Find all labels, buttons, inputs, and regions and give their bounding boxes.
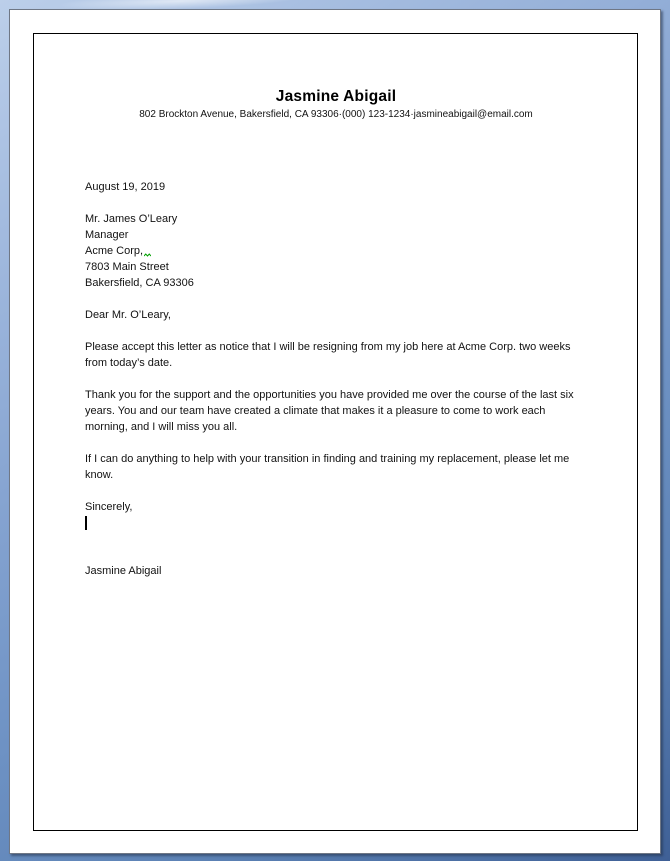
body-paragraph[interactable]: If I can do anything to help with your transition in finding and training my replacement, please let me know. — [85, 453, 570, 481]
date-line[interactable]: August 19, 2019 — [85, 181, 166, 193]
recipient-line[interactable]: Manager — [85, 229, 129, 241]
recipient-line[interactable]: Bakersfield, CA 93306 — [85, 277, 194, 289]
recipient-address-block — [85, 211, 587, 291]
letter-header-contact[interactable]: 802 Brockton Avenue, Bakersfield, CA 93306·(000) 123-1234·jasmineabigail@email.com — [139, 109, 533, 120]
recipient-line-text: Acme Corp, — [85, 245, 144, 257]
letter-header — [85, 10, 587, 122]
recipient-line[interactable]: Mr. James O’Leary — [85, 213, 178, 225]
closing-block — [85, 499, 587, 531]
body-paragraph[interactable]: Thank you for the support and the opportunities you have provided me over the course of the last six years. You and our team have created a climate that makes it a pleasure to come to work each morning, and I will miss you all. — [85, 389, 574, 433]
closing-line[interactable]: Sincerely, — [85, 501, 133, 513]
letter-content — [85, 10, 587, 579]
salutation-line[interactable]: Dear Mr. O’Leary, — [85, 309, 171, 321]
grammar-squiggle-icon — [144, 246, 151, 262]
signature-line[interactable]: Jasmine Abigail — [85, 565, 162, 577]
document-page[interactable] — [9, 9, 661, 854]
recipient-line[interactable] — [85, 243, 587, 259]
caret-line[interactable] — [85, 515, 587, 531]
body-paragraph[interactable]: Please accept this letter as notice that I will be resigning from my job here at Acme Corp. two weeks from today’s date. — [85, 341, 571, 369]
text-cursor-caret — [85, 516, 87, 530]
letter-header-name[interactable]: Jasmine Abigail — [275, 88, 397, 105]
recipient-line[interactable]: 7803 Main Street — [85, 261, 169, 273]
